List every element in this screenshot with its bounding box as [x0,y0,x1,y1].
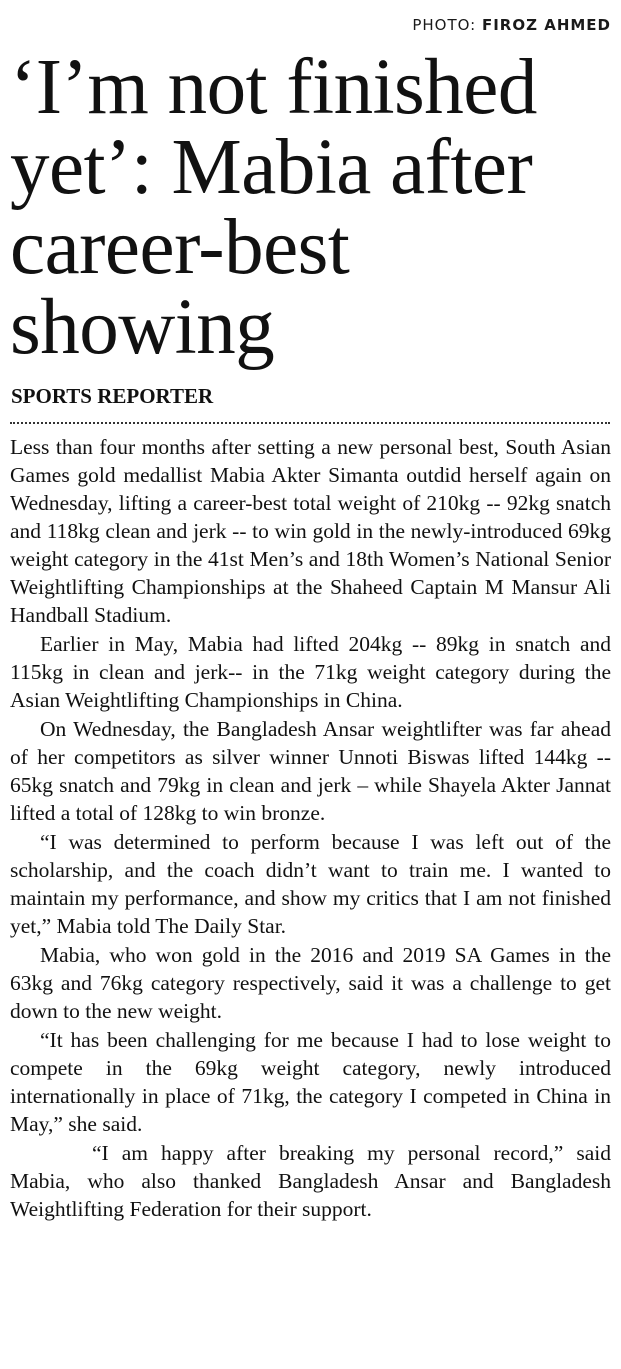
article-paragraph: “It has been challenging for me because I had to lose weight to compete in the 69kg weight category, newly introduced internationally in place of 71kg, the category I competed in China in May,” she said. [10,1028,611,1136]
headline: ‘I’m not finished yet’: Mabia after career-best showing [10,44,537,371]
article-paragraph: “I am happy after breaking my personal record,” said Mabia, who also thanked Bangladesh Ansar and Bangladesh Weightlifting Federation for their support. [10,1141,611,1221]
photo-credit [412,16,611,34]
article-paragraph: Earlier in May, Mabia had lifted 204kg -- 89kg in snatch and 115kg in clean and jerk-- in the 71kg weight category during the Asian Weightlifting Championships in China. [10,632,611,712]
photo-credit-label: PHOTO: [412,16,477,34]
byline: SPORTS REPORTER [11,384,214,408]
article-paragraph: Mabia, who won gold in the 2016 and 2019 SA Games in the 63kg and 76kg category respectively, said it was a challenge to get down to the new weight. [10,943,611,1023]
article-paragraph: On Wednesday, the Bangladesh Ansar weightlifter was far ahead of her competitors as silver winner Unnoti Biswas lifted 144kg -- 65kg snatch and 79kg in clean and jerk – while Shayela Akter Jannat lifted a total of 128kg to win bronze. [10,717,611,825]
photo-credit-name: FIROZ AHMED [481,16,611,34]
article-body [10,433,611,1224]
dotted-divider [10,422,610,424]
article-paragraph: Less than four months after setting a new personal best, South Asian Games gold medallist Mabia Akter Simanta outdid herself again on Wednesday, lifting a career-best total weight of 210kg -- 92kg snatch and 118kg clean and jerk -- to win gold in the newly-introduced 69kg weight category in the 41st Men’s and 18th Women’s National Senior Weightlifting Championships at the Shaheed Captain M Mansur Ali Handball Stadium. [10,435,611,627]
article-paragraph: “I was determined to perform because I was left out of the scholarship, and the coach didn’t want to train me. I wanted to maintain my performance, and show my critics that I am not finished yet,” Mabia told The Daily Star. [10,830,611,938]
